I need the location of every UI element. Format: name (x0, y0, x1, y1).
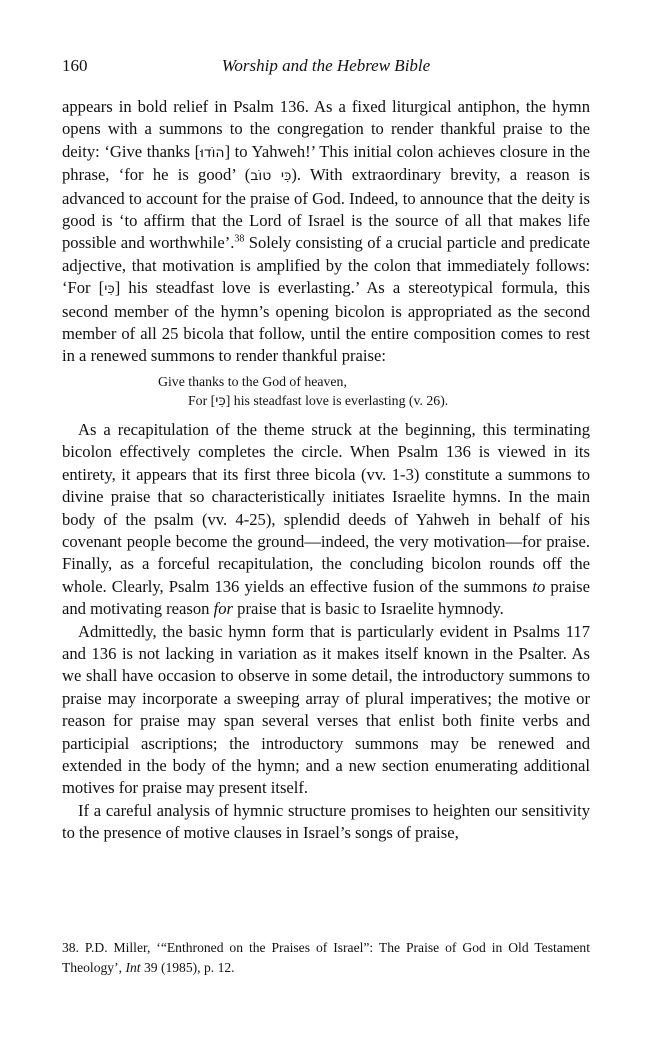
hebrew-word: כִּי טוֹב (250, 168, 292, 185)
paragraph-1: appears in bold relief in Psalm 136. As a fixed liturgical antiphon, the hymn opens with a summons to the congregation to render thankful praise to the deity: ‘Give thanks [הוֹדוּ] to Yahweh!’ This initial colon achieves closure in the phrase, ‘for he is good’ (כִּי טוֹב). With extraordinary brevity, a reason is advanced to account for the praise of God. Indeed, to announce that the deity is good is ‘to affirm that the Lord of Israel is the source of all that makes life possible and worthwhile’.$^{38}$ Solely consisting of a crucial particle and predicate adjective, that motivation is amplified by the colon that immediately follows: ‘For [כִּי] his steadfast love is everlasting.’ As a stereotypical formula, this second member of the hymn’s opening bicolon is appropriated as the second member of all 25 bicola that follow, until the entire composition comes to rest in a renewed summons to render thankful praise: (62, 97, 590, 366)
body-text (62, 96, 590, 845)
paragraph-4: If a careful analysis of hymnic structure promises to heighten our sensitivity to the presence of motive clauses in Israel’s songs of praise, (62, 800, 590, 843)
paragraph-2: As a recapitulation of the theme struck at the beginning, this terminating bicolon effectively completes the circle. When Psalm 136 is viewed in its entirety, it appears that its first three bicola (vv. 1-3) constitute a summons to divine praise that so characteristically initiates Israelite hymns. In the main body of the psalm (vv. 4-25), splendid deeds of Yahweh in behalf of his covenant people become the ground—indeed, the very motivation—for praise. Finally, as a forceful recapitulation, the concluding bicolon rounds off the whole. Clearly, Psalm 136 yields an effective fusion of the summons to praise and motivating reason for praise that is basic to Israelite hymnody. (62, 419, 590, 619)
paragraph-3: Admittedly, the basic hymn form that is particularly evident in Psalms 117 and 136 is not lacking in variation as it makes itself known in the Psalter. As we shall have occasion to observe in some detail, the introductory summons to praise may incorporate a sweeping array of plural imperatives; the motive or reason for praise may span several verses that enlist both finite verbs and participial ascriptions; the introductory summons may be renewed and extended in the body of the hymn; and a new section enumerating additional motives for praise may present itself. (62, 621, 590, 798)
quote-line-2: For [כִּי] his steadfast love is everlasting (v. 26). (188, 392, 449, 409)
footnote-38: 38. P.D. Miller, ‘“Enthroned on the Praises of Israel”: The Praise of God in Old Testament Theology’, Int 39 (1985), p. 12. (62, 940, 590, 975)
block-quote (158, 372, 590, 411)
running-head (62, 56, 590, 80)
quote-line-1: Give thanks to the God of heaven, (158, 373, 347, 389)
hebrew-word: כִּי (215, 392, 226, 409)
hebrew-word: הוֹדוּ (200, 144, 225, 161)
running-title: Worship and the Hebrew Bible (221, 56, 431, 75)
hebrew-word: כִּי (104, 281, 115, 298)
page-number: 160 (62, 56, 88, 75)
footnote-reference[interactable]: 38 (234, 233, 245, 245)
